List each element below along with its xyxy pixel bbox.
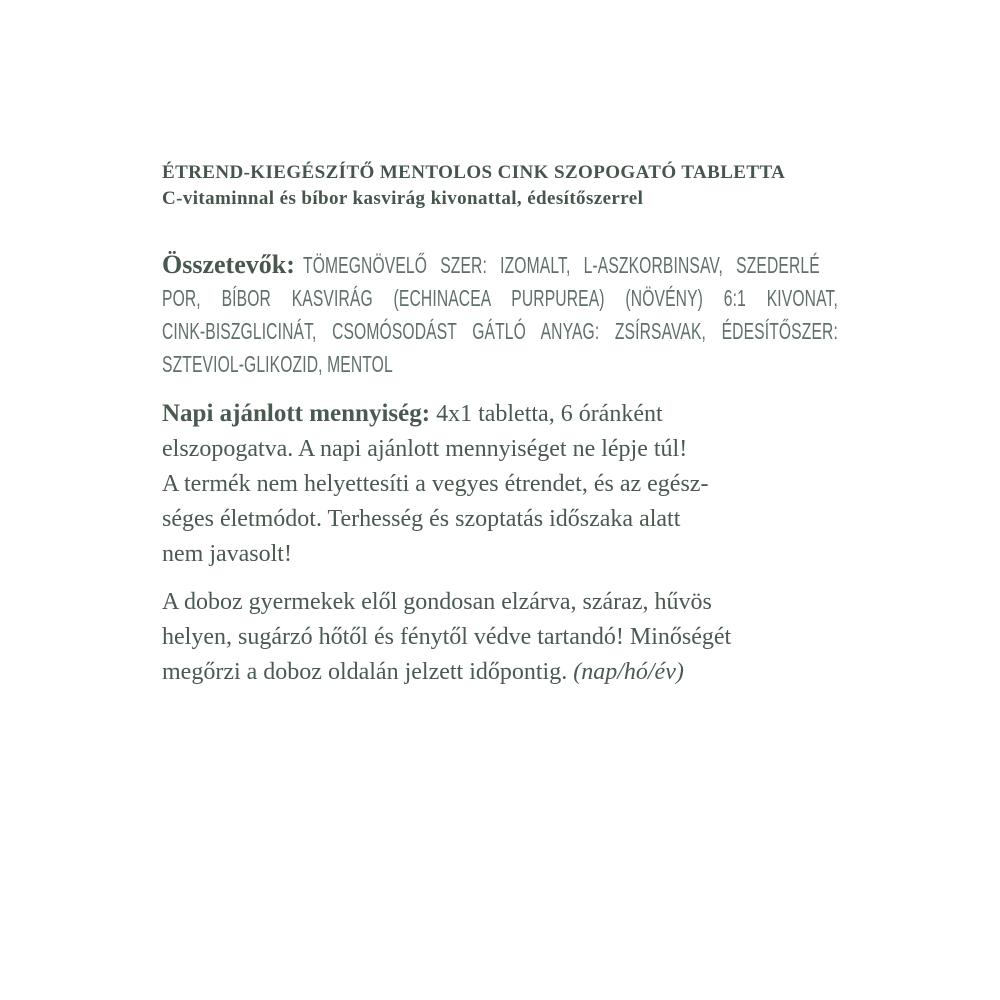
ingredients-line-1-text: TÖMEGNÖVELŐ SZER: IZOMALT, L-ASZKORBINSAV, SZEDERLÉ — [302, 252, 820, 278]
ingredients-line-3: CINK-BISZGLICINÁT, CSOMÓSODÁST GÁTLÓ ANYAG: ZSÍRSAVAK, ÉDESÍTŐSZER: — [162, 318, 838, 344]
storage-line-3-text: megőrzi a doboz oldalán jelzett időpontig. — [162, 659, 568, 685]
storage-line-3 — [162, 655, 838, 690]
dosage-line-2: elszopogatva. A napi ajánlott mennyiséget ne lépje túl! — [162, 436, 688, 462]
ingredients-section — [162, 248, 838, 381]
dosage-label: Napi ajánlott mennyiség: — [162, 400, 431, 427]
dosage-line-1-text: 4x1 tabletta, 6 óránként — [436, 401, 663, 427]
dosage-line-5: nem javasolt! — [162, 541, 292, 567]
storage-section — [162, 585, 838, 690]
ingredients-line-1 — [162, 248, 838, 282]
ingredients-line-2: POR, BÍBOR KASVIRÁG (ECHINACEA PURPUREA) (NÖVÉNY) 6:1 KIVONAT, — [162, 285, 838, 311]
product-title — [162, 160, 838, 212]
dosage-section — [162, 396, 838, 572]
ingredients-line-4: SZTEVIOL-GLIKOZID, MENTOL — [162, 351, 393, 377]
product-subtitle: C-vitaminnal és bíbor kasvirág kivonattal, édesítőszerrel — [162, 188, 644, 209]
label-text-block — [162, 160, 838, 690]
dosage-line-4: séges életmódot. Terhesség és szoptatás időszaka alatt — [162, 506, 681, 532]
storage-line-2: helyen, sugárzó hőtől és fénytől védve tartandó! Minőségét — [162, 624, 732, 650]
ingredients-label: Összetevők: — [162, 250, 295, 279]
product-title-line1: ÉTREND-KIEGÉSZÍTŐ MENTOLOS CINK SZOPOGATÓ TABLETTA — [162, 162, 786, 183]
dosage-line-1 — [162, 396, 838, 432]
storage-line-1: A doboz gyermekek elől gondosan elzárva, száraz, hűvös — [162, 589, 712, 615]
dosage-line-3: A termék nem helyettesíti a vegyes étrendet, és az egész- — [162, 471, 709, 497]
date-format-note: (nap/hó/év) — [573, 659, 684, 685]
